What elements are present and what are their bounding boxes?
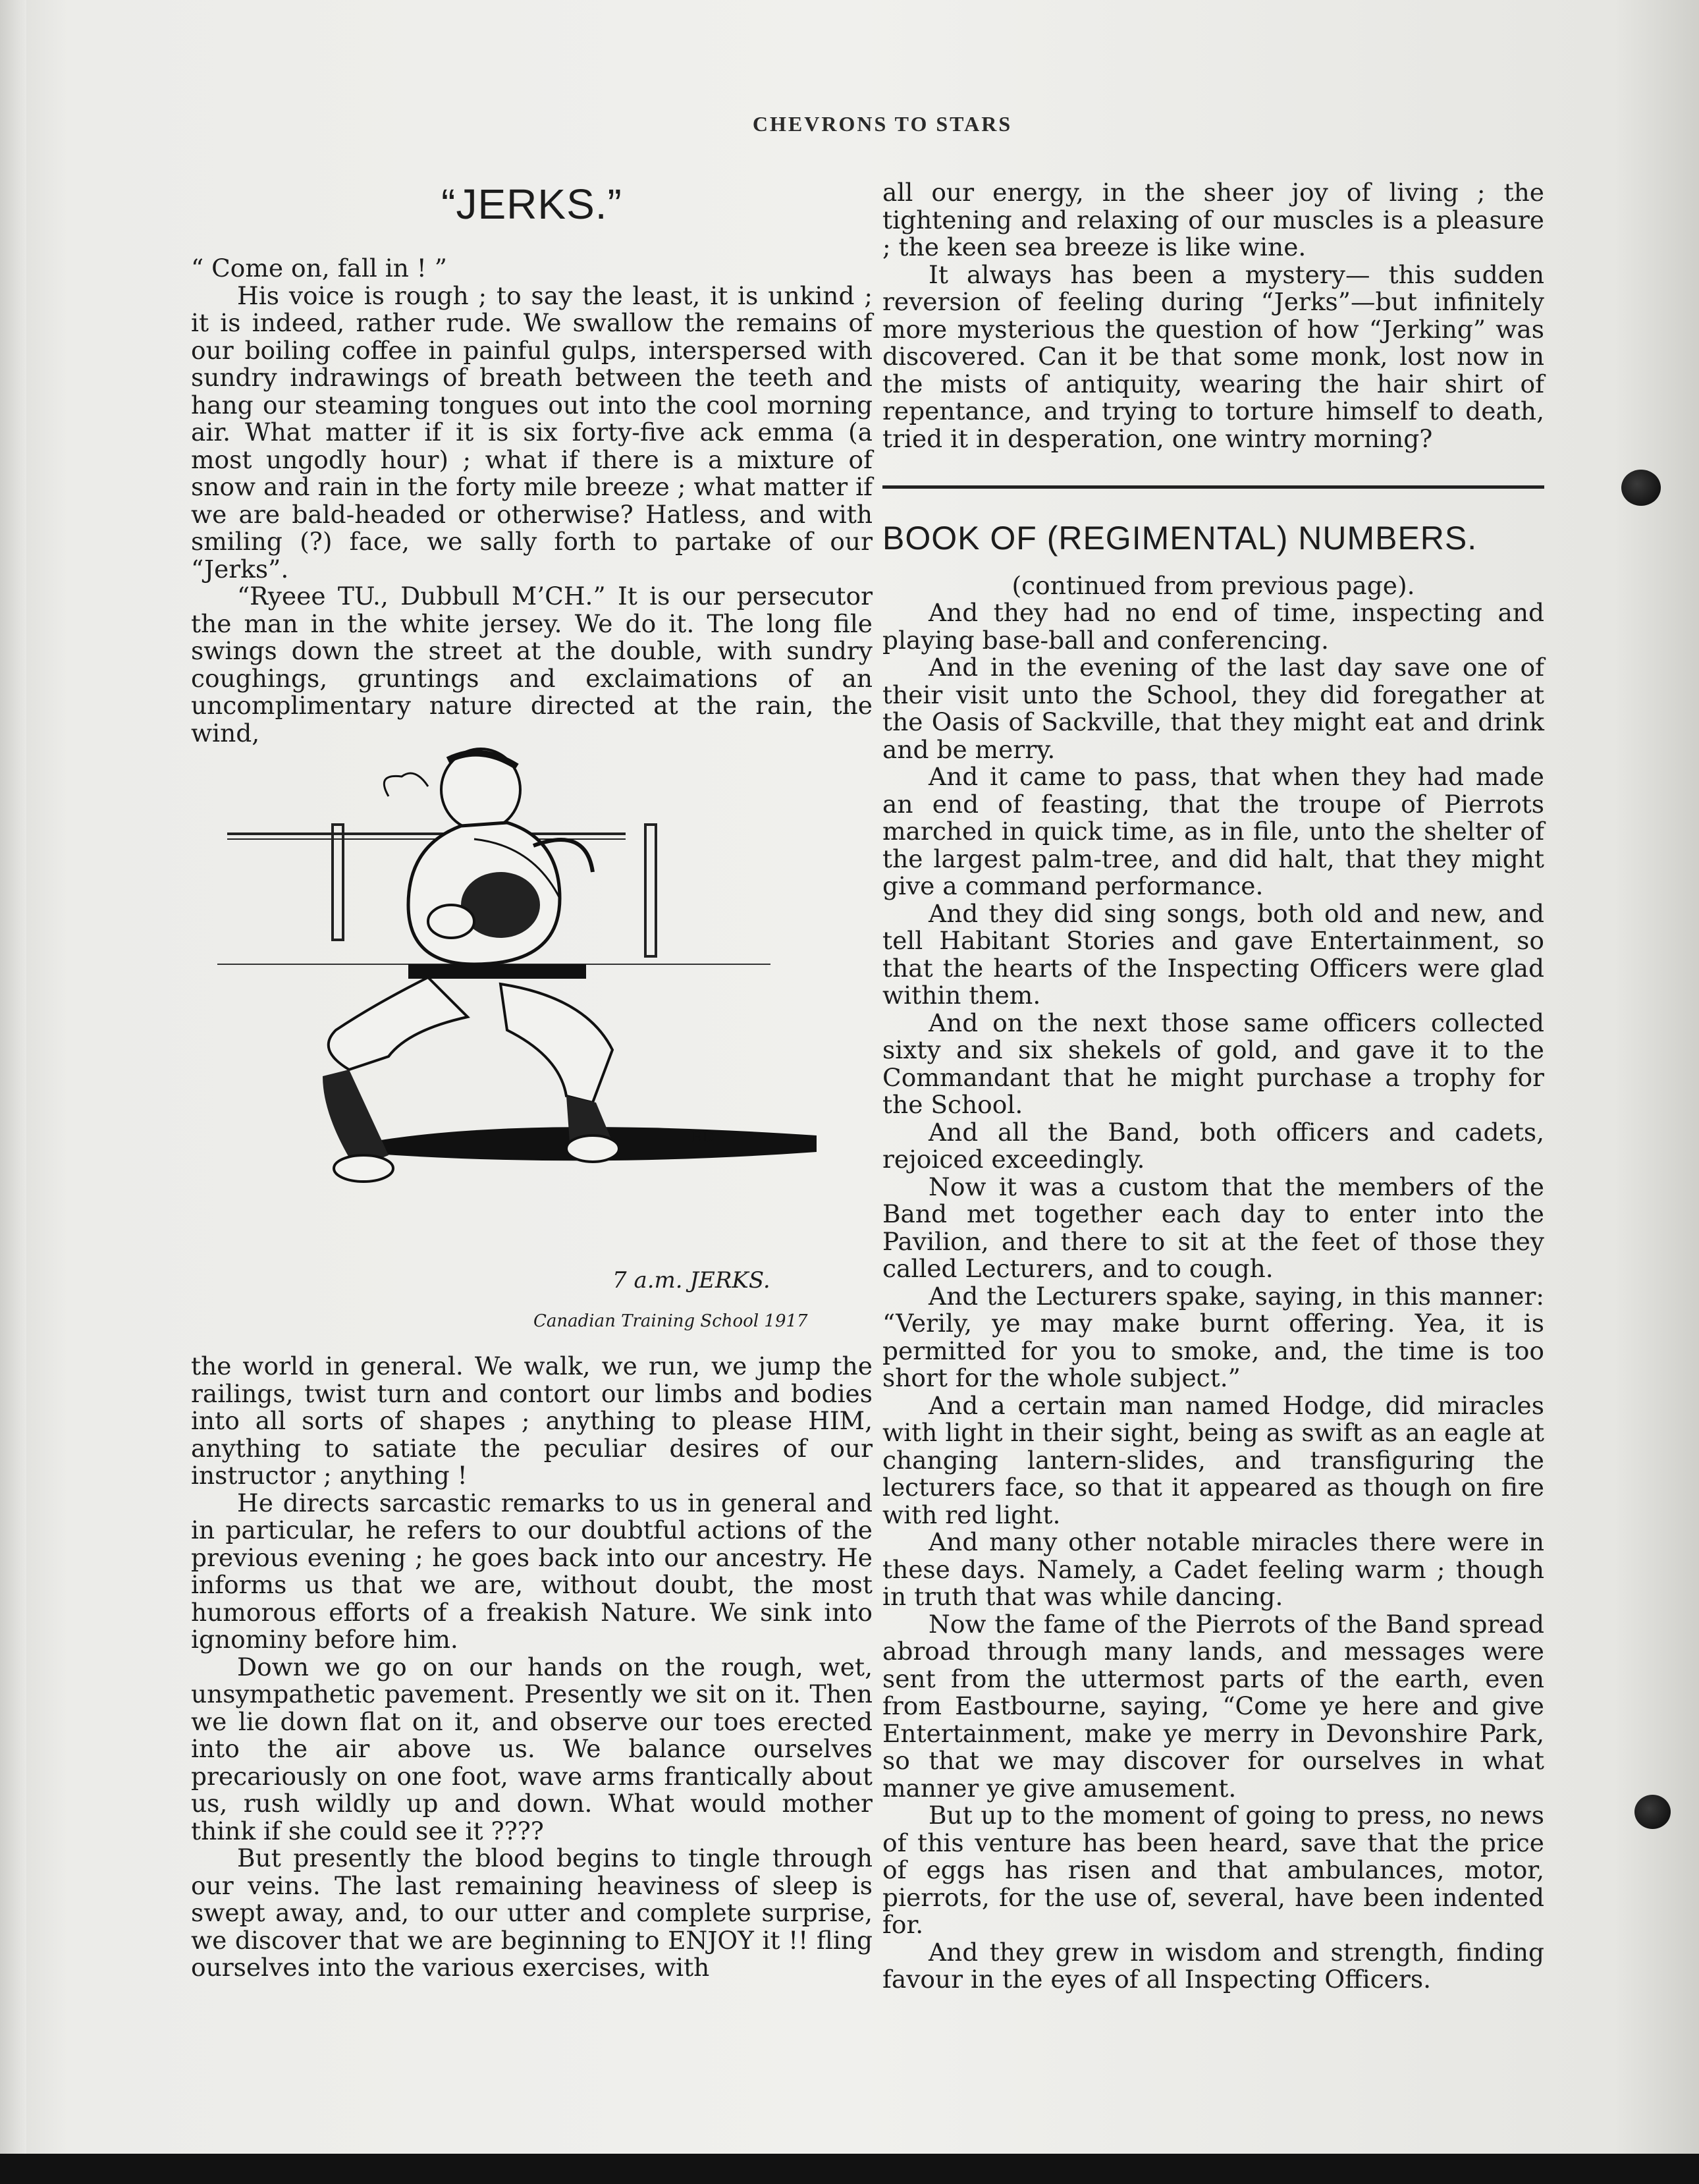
book-paragraph: And it came to pass, that when they had made an end of feasting, that the troupe of Pierrots marched in quick time, as in file, unto the shelter of the largest palm-tree, and did halt, that they might give a command performance.	[882, 762, 1544, 900]
running-head: CHEVRONS TO STARS	[752, 112, 1013, 136]
book-paragraph: But up to the moment of going to press, no news of this venture has been heard, save that the price of eggs has risen and that ambulances, motor, pierrots, for the use of, several, have been indented for.	[882, 1801, 1544, 1939]
book-paragraph: And all the Band, both officers and cadets, rejoiced exceedingly.	[882, 1117, 1544, 1174]
book-subtitle: (continued from previous page).	[1011, 570, 1415, 600]
jerks-title: “JERKS.”	[441, 180, 622, 228]
jerks-column	[191, 180, 873, 1982]
book-paragraph: And they did sing songs, both old and new, and tell Habitant Stories and gave Entertainment, so that the hearts of the Inspecting Officers were glad within them.	[882, 898, 1544, 1010]
book-paragraph: And a certain man named Hodge, did miracles with light in their sight, being as swift as an eagle at changing lantern-slides, and transfiguring the lecturers face, so that it appeared as though on fire with red light.	[882, 1390, 1544, 1529]
jerks-paragraph: all our energy, in the sheer joy of living ; the tightening and relaxing of our muscles is a pleasure ; the keen sea breeze is like wine.	[882, 178, 1544, 261]
running-man-sketch	[191, 747, 873, 1353]
book-paragraph: And many other notable miracles there were in these days. Namely, a Cadet feeling warm ; though in truth that was while dancing.	[882, 1527, 1544, 1611]
jerks-paragraph: He directs sarcastic remarks to us in general and in particular, he refers to our doubtful actions of the previous evening ; he goes back into our ancestry. He informs us that we are, without doubt, the most humorous efforts of a freakish Nature. We sink into ignominy before him.	[191, 1488, 873, 1654]
scan-border	[0, 2154, 1699, 2184]
illustration-caption: 7 a.m. JERKS.	[612, 1267, 770, 1294]
punch-hole	[1621, 470, 1661, 506]
book-paragraph: And they grew in wisdom and strength, finding favour in the eyes of all Inspecting Officers.	[882, 1937, 1544, 1994]
section-divider	[882, 485, 1544, 489]
jerks-paragraph: Down we go on our hands on the rough, wet, unsympathetic pavement. Presently we sit on it. Then we lie down flat on it, and observe our toes erected into the air above us. We balance ourselves precariously on one foot, wave arms frantically about us, rush wildly up and down. What would mother think if she could see it ????	[191, 1652, 873, 1845]
jerks-paragraph: “Ryeee TU., Dubbull M’CH.” It is our persecutor the man in the white jersey. We do it. The long file swings down the street at the double, with sundry coughings, gruntings and exclaimations of an uncomplimentary nature directed at the rain, the wind,	[191, 582, 873, 748]
book-paragraph: And in the evening of the last day save one of their visit unto the School, they did foregather at the Oasis of Sackville, that they might eat and drink and be merry.	[882, 653, 1544, 764]
illustration-credit: Canadian Training School 1917	[533, 1311, 808, 1331]
jerks-paragraph: His voice is rough ; to say the least, it is unkind ; it is indeed, rather rude. We swallow the remains of our boiling coffee in painful gulps, interspersed with sundry indrawings of breath between the teeth and hang our steaming tongues out into the cool morning air. What matter if it is six forty-five ack emma (a most ungodly hour) ; what if there is a mixture of snow and rain in the forty mile breeze ; what matter if we are bald-headed or otherwise? Hatless, and with smiling (?) face, we sally forth to partake of our “Jerks”.	[191, 281, 873, 584]
book-paragraph: And on the next those same officers collected sixty and six shekels of gold, and gave it to the Commandant that he might purchase a trophy for the School.	[882, 1008, 1544, 1119]
book-paragraph: Now it was a custom that the members of the Band met together each day to enter into the Pavilion, and there to sit at the feet of those they called Lecturers, and to cough.	[882, 1172, 1544, 1283]
right-column	[882, 179, 1544, 1994]
punch-hole	[1634, 1795, 1671, 1829]
book-paragraph: And the Lecturers spake, saying, in this manner: “Verily, ye may make burnt offering. Yea, it is permitted for you to smoke, and, the time is too short for the whole subject.”	[882, 1281, 1544, 1392]
jerks-paragraph: It always has been a mystery— this sudden reversion of feeling during “Jerks”—but infinitely more mysterious the question of how “Jerking” was discovered. Can it be that some monk, lost now in the mists of antiquity, wearing the hair shirt of repentance, and trying to torture himself to death, tried it in desperation, one wintry morning?	[882, 259, 1544, 453]
book-paragraph: Now the fame of the Pierrots of the Band spread abroad through many lands, and messages were sent from the uttermost parts of the earth, even from Eastbourne, saying, “Come ye here and give Entertainment, make ye merry in Devonshire Park, so that we may discover for ourselves in what manner ye give amusement.	[882, 1609, 1544, 1803]
book-paragraph: And they had no end of time, inspecting and playing base-ball and conferencing.	[882, 598, 1544, 655]
jerks-paragraph: “ Come on, fall in ! ”	[191, 254, 447, 283]
jerks-illustration	[191, 747, 873, 1353]
page-edge	[0, 0, 26, 2154]
svg-text:ED: ED	[691, 1130, 714, 1146]
book-title: BOOK OF (REGIMENTAL) NUMBERS.	[882, 520, 1478, 557]
jerks-paragraph: But presently the blood begins to tingle through our veins. The last remaining heaviness of sleep is swept away, and, to our utter and complete surprise, we discover that we are beginning to ENJOY it !! fling ourselves into the various exercises, with	[191, 1843, 873, 1982]
jerks-paragraph: the world in general. We walk, we run, we jump the railings, twist turn and contort our limbs and bodies into all sorts of shapes ; anything to please HIM, anything to satiate the peculiar desires of our instructor ; anything !	[191, 1351, 873, 1490]
